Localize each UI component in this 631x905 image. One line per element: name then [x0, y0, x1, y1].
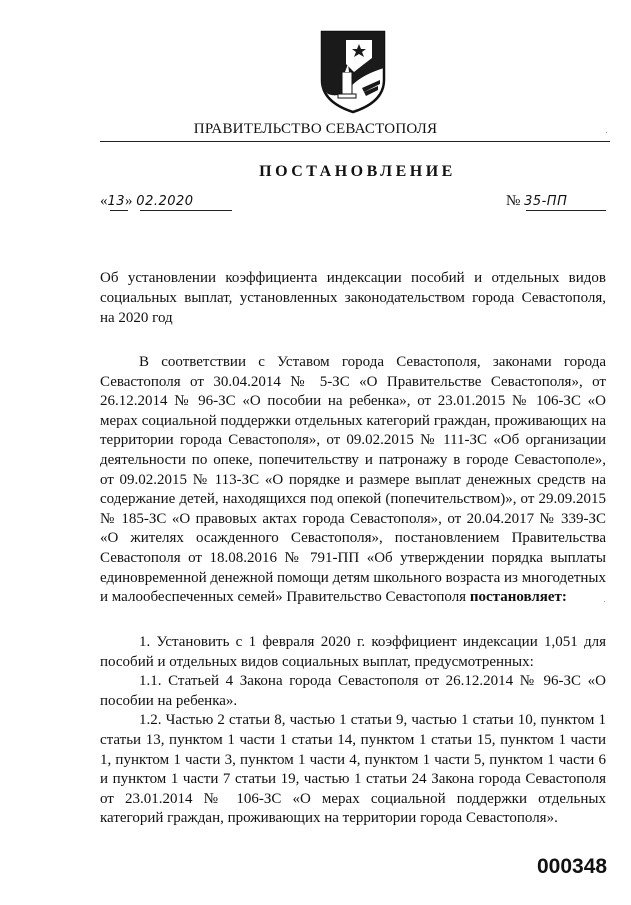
header-rule	[100, 141, 610, 142]
clause-1-2: 1.2. Частью 2 статьи 8, частью 1 статьи 9, частью 1 статьи 10, пунктом 1 статьи 13, пунктом 1 части 1 статьи 14, пунктом 1 статьи 15, пунктом 1 части 1, пунктом 1 части 3, пунктом 1 части 4, пунктом 1 части 5, пунктом 1 части 6 и пунктом 1 части 7 статьи 19, частью 1 статьи 24 Закона города Севастополя от 23.01.2014 № 106-ЗС «О мерах социальной поддержки отдельных категорий граждан, проживающих на территории города Севастополя».	[100, 712, 606, 827]
scan-mark	[606, 132, 607, 133]
date-close-quote: »	[125, 193, 133, 209]
preamble-text: В соответствии с Уставом города Севастополя, законами города Севастополя от 30.04.2014 № 5-ЗС «О Правительстве Севастополя», от 26.12.2014 № 96-ЗС «О пособии на ребенка», от 23.01.2015 № 106-ЗС «О мерах социальной поддержки отдельных категорий граждан, проживающих на территории города Севастополя», от 09.02.2015 № 111-ЗС «Об организации деятельности по опеке, попечительству и патронажу в городе Севастополе», от 09.02.2015 № 113-ЗС «О порядке и размере выплат денежных средств на содержание детей, находящихся под опекой (попечительством)», от 29.09.2015 № 185-ЗС «О правовых актах города Севастополя», от 20.04.2017 № 339-ЗС «О жителях осажденного Севастополя», постановлением Правительства Севастополя от 18.08.2016 № 791-ПП «Об утверждении порядка выплаты единовременной денежной помощи детям школьного возраста из многодетных и малообеспеченных семей» Правительство Севастополя	[100, 354, 607, 606]
clause-1-1: 1.1. Статьей 4 Закона города Севастополя от 26.12.2014 № 96-ЗС «О пособии на ребенка».	[100, 673, 606, 709]
clause-1: 1. Установить с 1 февраля 2020 г. коэффициент индексации 1,051 для пособий и отдельных видов социальных выплат, предусмотренных:	[100, 634, 606, 670]
date-open-quote: «	[100, 193, 108, 209]
resolution-verb: постановляет:	[469, 589, 567, 606]
clauses	[100, 633, 606, 829]
scan-mark	[604, 601, 605, 602]
date-underline	[140, 210, 232, 211]
date-month-year: 02.2020	[136, 194, 194, 209]
government-name: ПРАВИТЕЛЬСТВО СЕВАСТОПОЛЯ	[193, 121, 438, 137]
serial-number: 000348	[537, 855, 608, 878]
document-type: ПОСТАНОВЛЕНИЕ	[259, 163, 456, 180]
number-sign: №	[506, 193, 521, 209]
document-date	[100, 193, 194, 210]
document-title: Об установлении коэффициента индексации пособий и отдельных видов социальных выплат, установленных законодательством города Севастополя, на 2020 год	[100, 270, 606, 326]
date-day: 13	[107, 194, 126, 209]
date-day-underline	[110, 210, 128, 211]
number-value: 35-ПП	[524, 194, 568, 209]
document-number	[506, 193, 567, 210]
number-underline	[526, 210, 606, 211]
coat-of-arms-icon	[318, 28, 388, 114]
preamble	[100, 353, 606, 608]
preamble-paragraph	[100, 353, 606, 608]
